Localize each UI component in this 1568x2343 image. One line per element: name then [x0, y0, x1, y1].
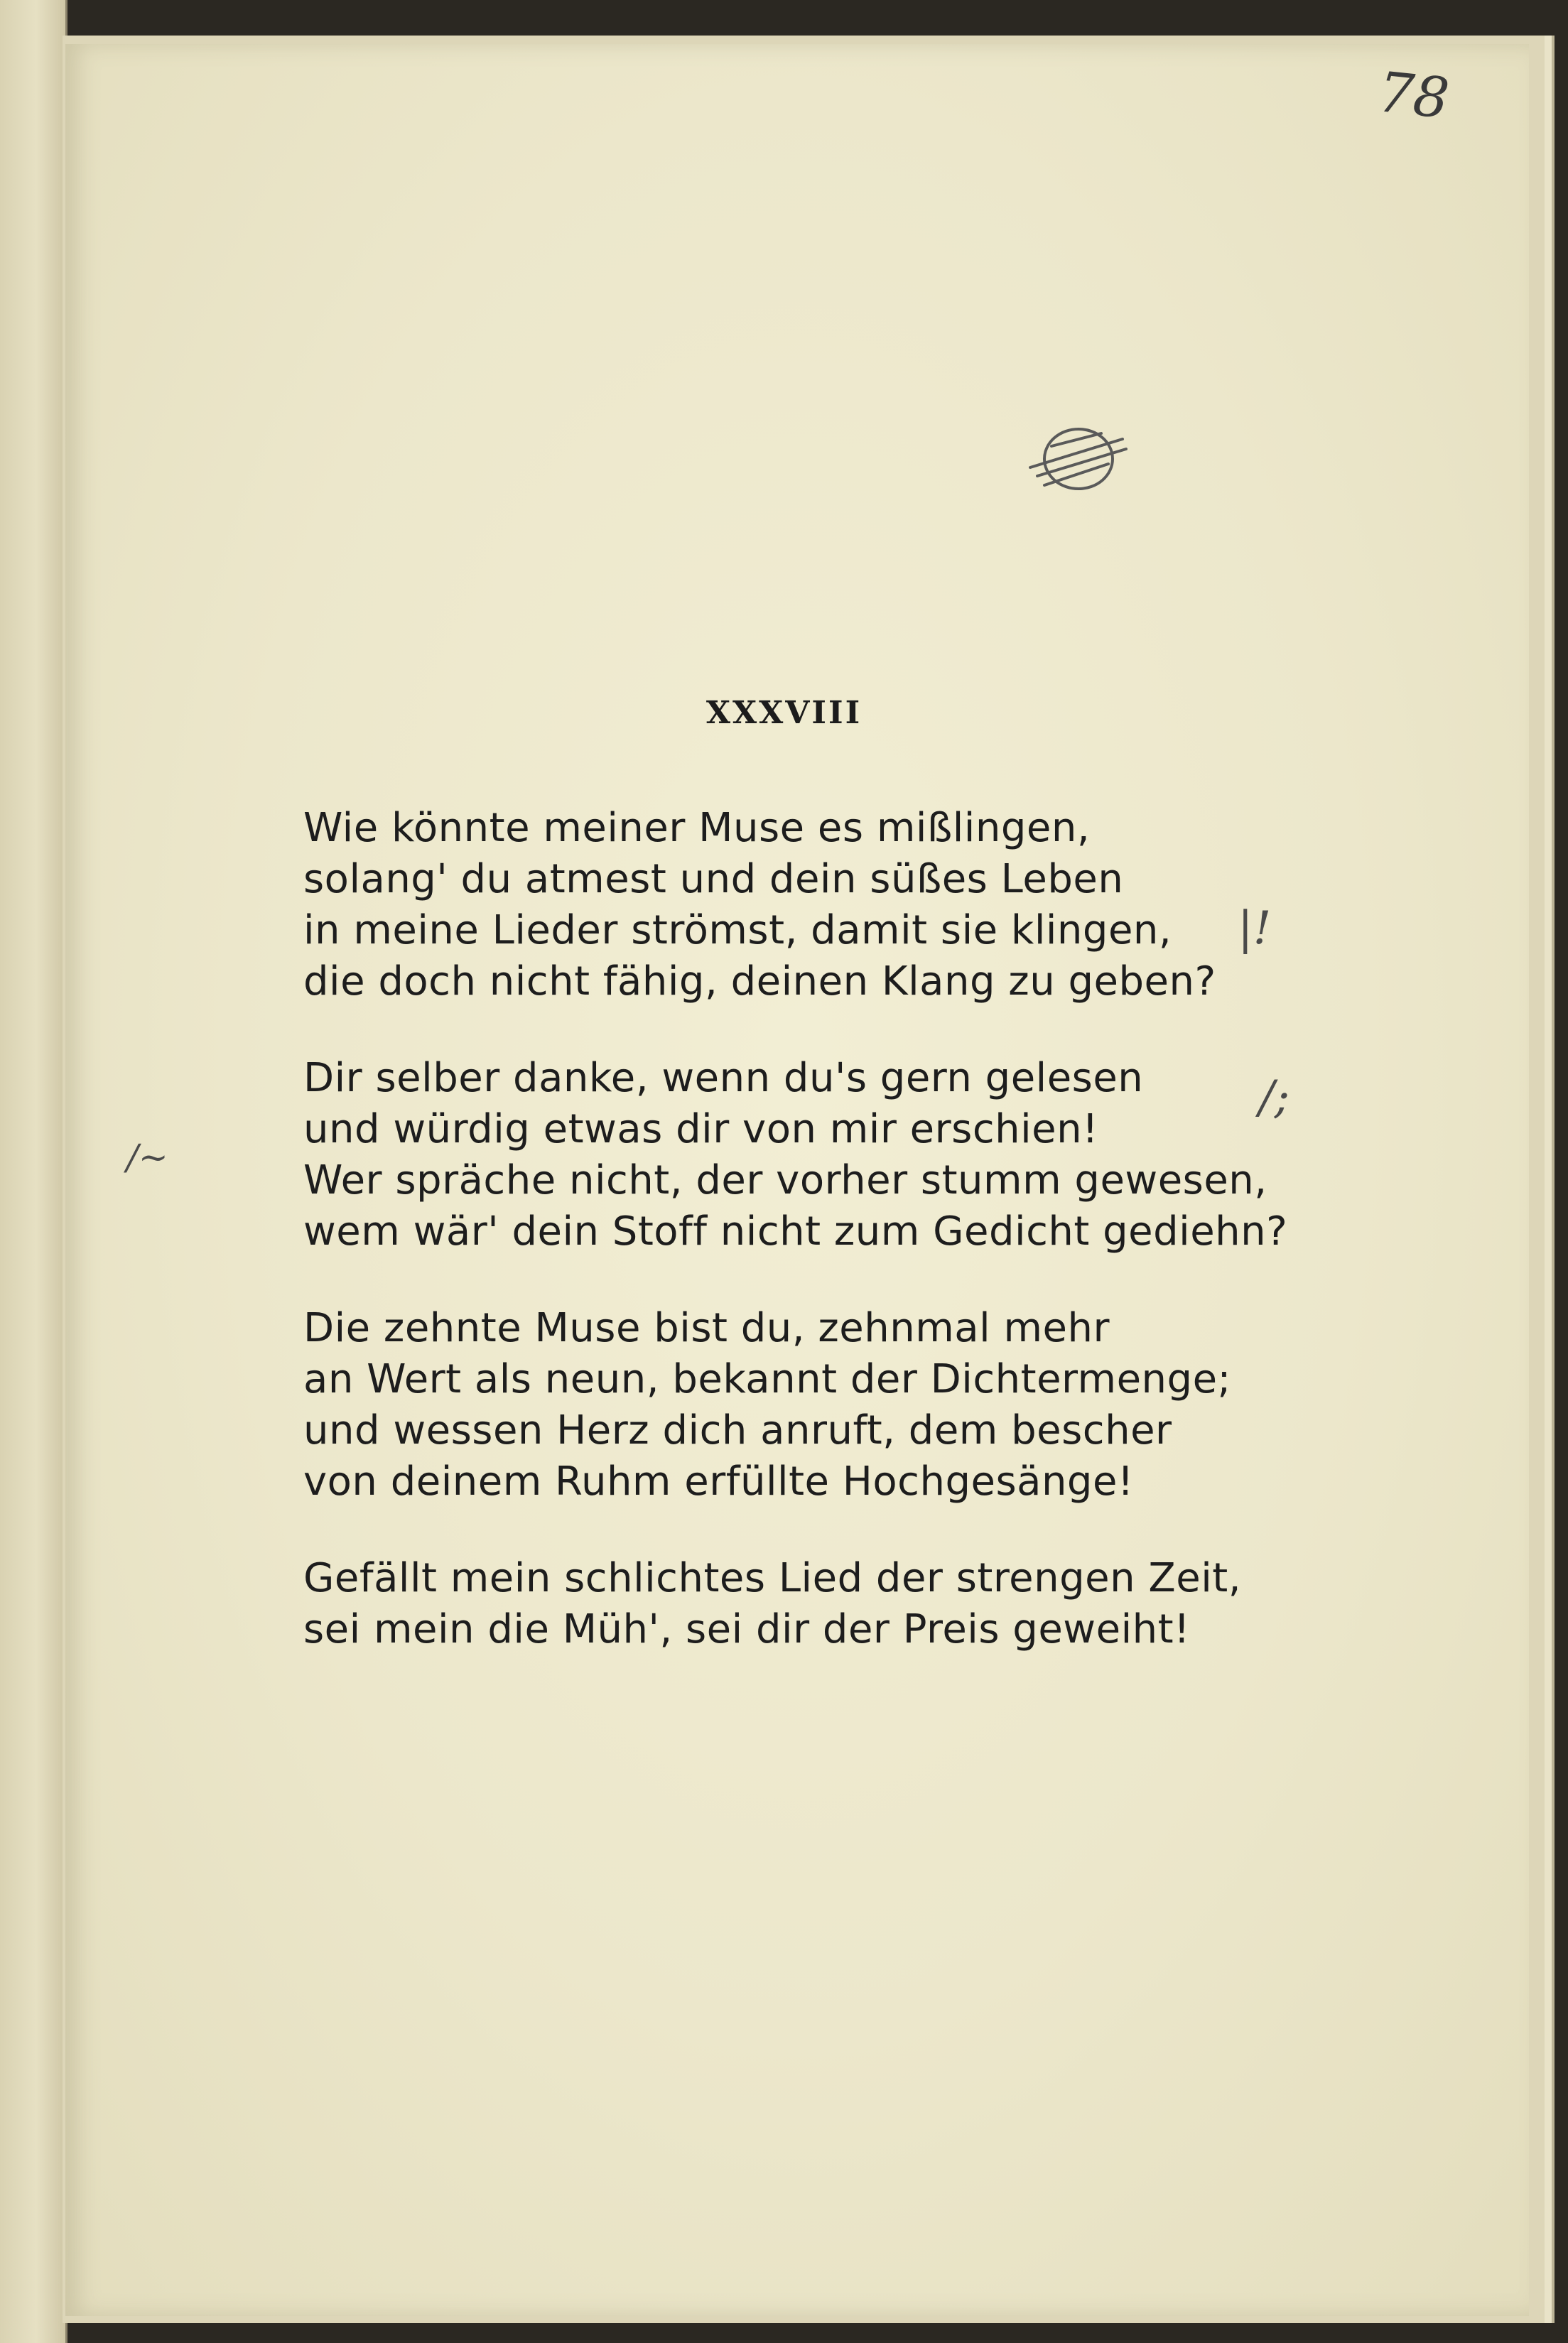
pencil-scribble-stamp — [1023, 418, 1130, 503]
poem-line: und wessen Herz dich anruft, dem bescher — [303, 1407, 1172, 1454]
stanza-1 — [303, 803, 1262, 1007]
poem-body — [303, 803, 1288, 1701]
pencil-margin-mark: |! — [1238, 902, 1272, 955]
pencil-margin-mark: /~ — [126, 1137, 168, 1178]
poem-heading: XXXVIII — [705, 695, 863, 731]
poem-line: wem wär' dein Stoff nicht zum Gedicht gediehn? — [303, 1208, 1288, 1255]
poem-line: Die zehnte Muse bist du, zehnmal mehr — [303, 1305, 1110, 1351]
facing-page-edge — [0, 0, 67, 2343]
poem-line: Dir selber danke, wenn du's gern gelesen — [303, 1055, 1144, 1101]
poem-line: und würdig etwas dir von mir erschien! — [303, 1106, 1099, 1152]
pencil-margin-mark: /; — [1259, 1071, 1290, 1124]
poem-line: an Wert als neun, bekannt der Dichtermenge; — [303, 1356, 1231, 1402]
poem-line: in meine Lieder strömst, damit sie klingen, — [303, 907, 1172, 953]
poem-line: Wer spräche nicht, der vorher stumm gewesen, — [303, 1157, 1267, 1203]
stanza-4 — [303, 1553, 1262, 1655]
stanza-2 — [303, 1053, 1288, 1257]
poem-line: von deinem Ruhm erfüllte Hochgesänge! — [303, 1459, 1134, 1505]
poem-line: die doch nicht fähig, deinen Klang zu geben? — [303, 958, 1216, 1005]
poem-line: sei mein die Müh', sei dir der Preis geweiht! — [303, 1606, 1191, 1652]
page-number: 78 — [1375, 60, 1452, 131]
stanza-3 — [303, 1303, 1262, 1508]
poem-line: Gefällt mein schlichtes Lied der strengen Zeit, — [303, 1555, 1242, 1601]
poem-line: solang' du atmest und dein süßes Leben — [303, 856, 1124, 902]
poem-line: Wie könnte meiner Muse es mißlingen, — [303, 805, 1091, 851]
